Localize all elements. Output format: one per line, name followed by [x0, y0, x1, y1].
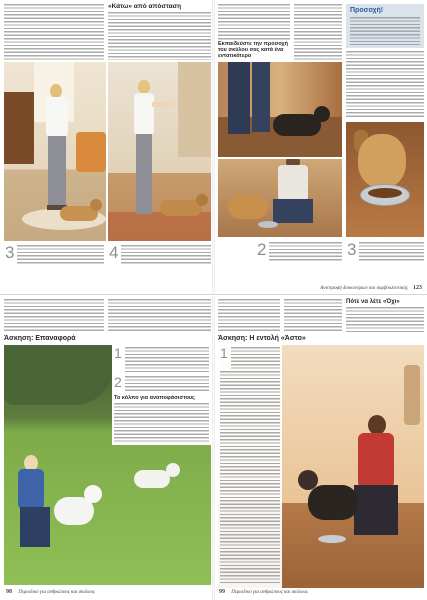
body-text-column: [284, 299, 342, 332]
subheading: Το κόλπο για αναποφάσιστους: [114, 395, 195, 401]
woman-torso: [18, 469, 44, 509]
gutter: [212, 296, 215, 600]
page-footer: [219, 589, 308, 596]
steps-column: [218, 345, 282, 588]
step-text: [125, 376, 209, 392]
step-text: [125, 347, 209, 373]
body-text-column: [220, 371, 280, 583]
exercise-heading: Άσκηση: Η εντολή «Άστο»: [218, 335, 306, 342]
steps-panel: [112, 345, 211, 445]
photo-recall-outdoors: [4, 345, 211, 585]
white-dog-head: [84, 485, 102, 503]
page-number: 98: [6, 589, 12, 595]
body-text-column: [346, 307, 424, 332]
photo-leave-it-indoors: [218, 345, 424, 588]
body-text-column: [114, 403, 209, 443]
woman-legs: [20, 507, 50, 547]
footer-title: Περιοδικό για ανθρώπους και σκύλους: [18, 590, 95, 595]
section-heading: «Κάτω» από απόσταση: [108, 3, 182, 10]
woman-legs: [354, 485, 398, 535]
callout-title: Προσοχή!: [350, 7, 384, 14]
footer-title: Αυτοτροφή δουκυνόμων και συμβουλευτικής: [320, 286, 408, 291]
step-number: 1: [220, 345, 228, 361]
caption-number: 3: [5, 243, 15, 262]
page-number: 123: [413, 285, 422, 291]
food-bowl: [318, 535, 346, 543]
section-heading: Εκπαιδεύστε την προσοχή του σκύλου σας κατά ένα εντατικότερο: [218, 41, 289, 59]
dog-body: [308, 485, 358, 520]
running-dog-head: [166, 463, 180, 477]
body-text-column: [108, 299, 211, 332]
section-heading: Πότε να λέτε «Όχι»: [346, 299, 400, 305]
woman-head: [368, 415, 386, 435]
running-dog-body: [134, 470, 170, 488]
footer-title: Περιοδικό για ανθρώπους και σκύλους: [231, 590, 308, 595]
page-footer: [6, 589, 95, 596]
lamp: [404, 365, 420, 425]
step-text: [231, 347, 280, 369]
woman-torso: [358, 433, 394, 488]
exercise-heading: Άσκηση: Επαναφορά: [4, 335, 76, 342]
caption-number: 4: [109, 243, 119, 262]
step-number: 1: [114, 345, 122, 361]
body-text-column: [218, 299, 280, 332]
caption-number: 3: [347, 240, 357, 259]
tree-foliage: [4, 345, 114, 405]
caption-number: 2: [257, 240, 267, 259]
body-text-column: [4, 299, 104, 332]
step-number: 2: [114, 374, 122, 390]
page-number: 99: [219, 589, 225, 595]
dog-head: [298, 470, 318, 490]
